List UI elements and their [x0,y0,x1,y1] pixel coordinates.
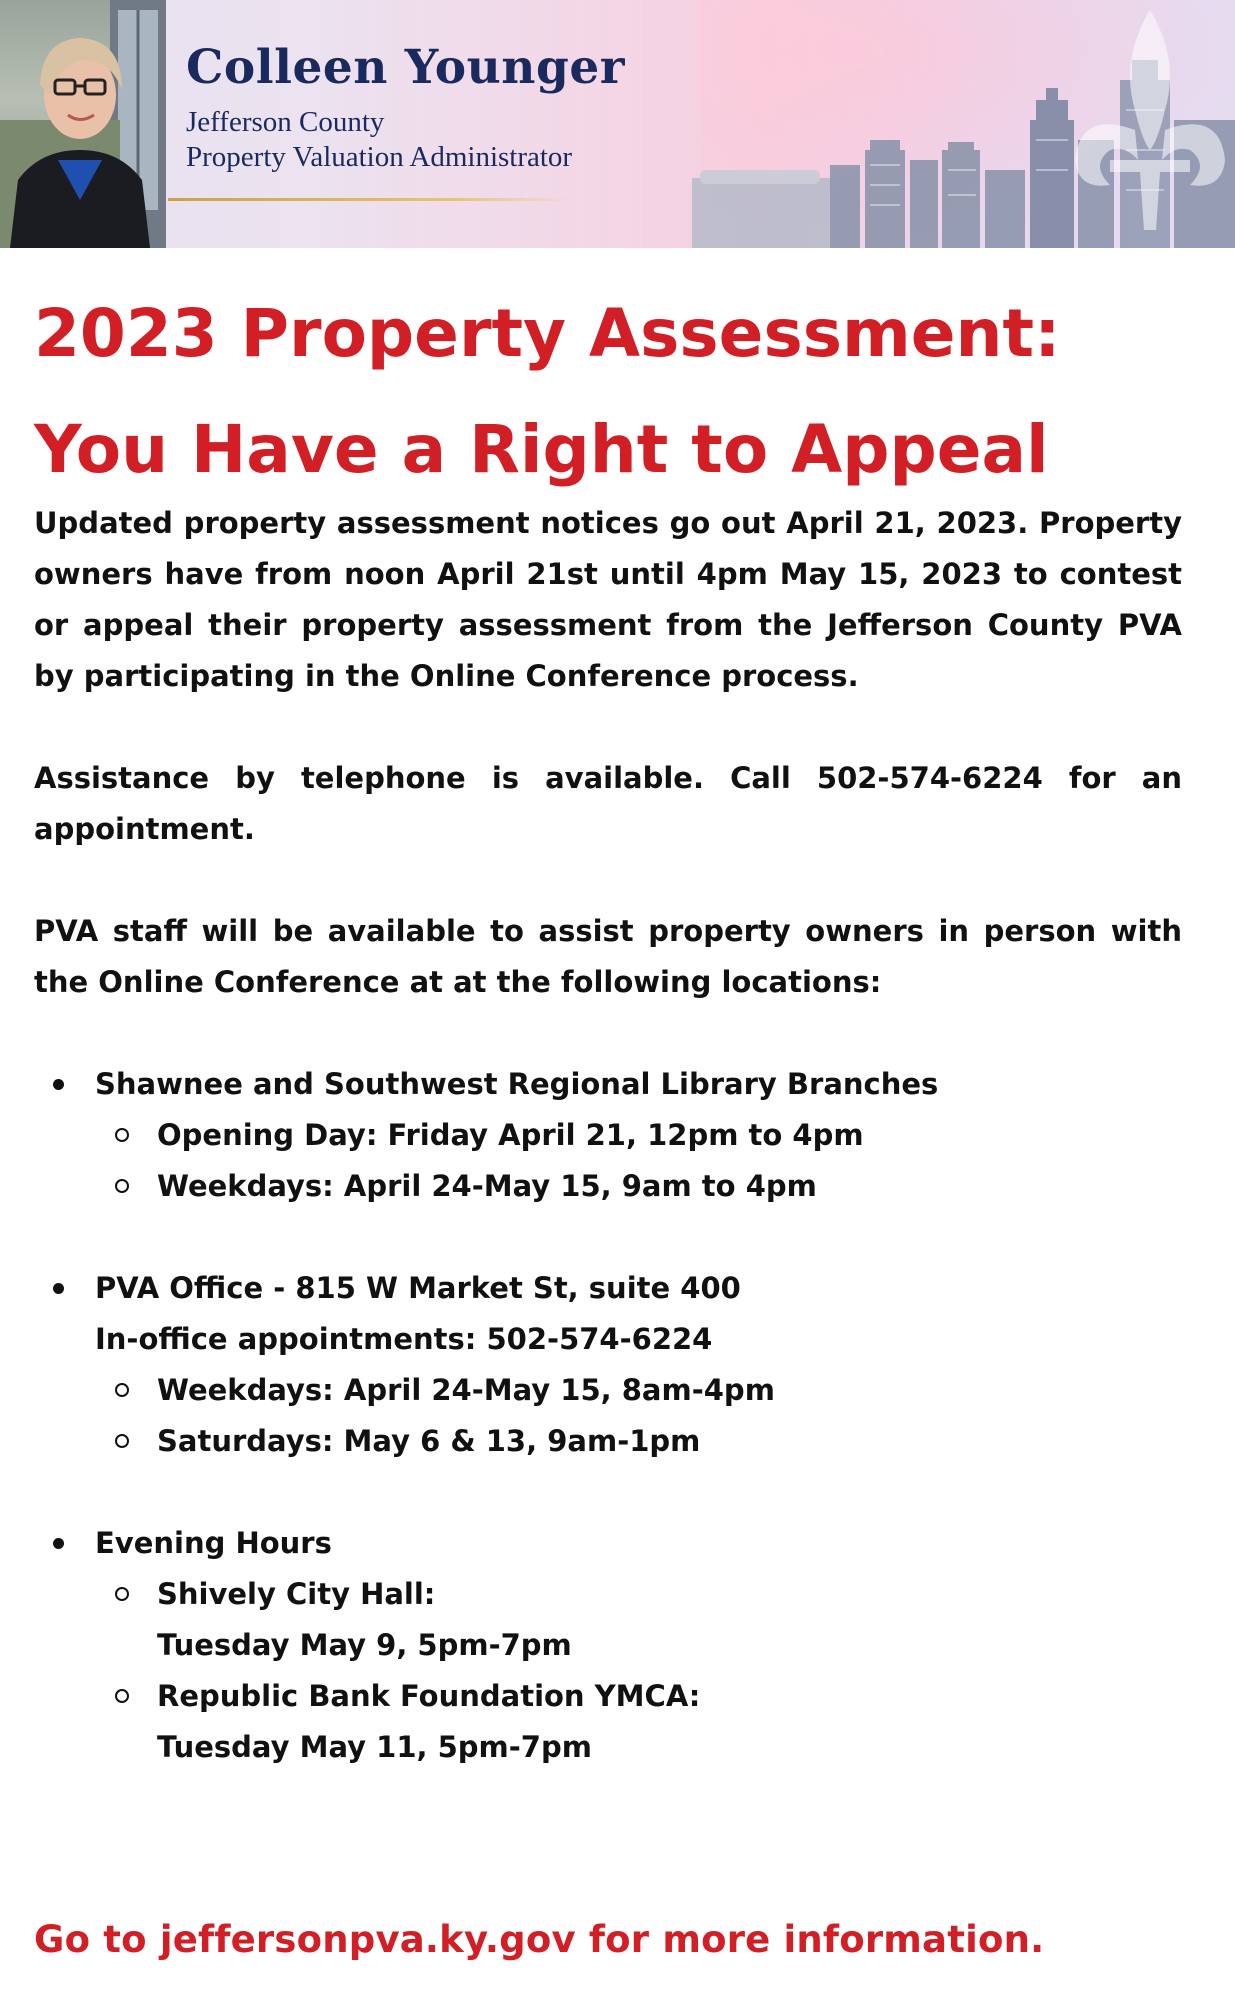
locations-list [34,1059,1182,1773]
website-footer: Go to jeffersonpva.ky.gov for more information. [34,1918,1045,1961]
location-title: PVA Office - 815 W Market St, suite 400 [95,1271,741,1305]
office-title: Property Valuation Administrator [186,141,573,174]
notice-body [34,498,1182,1773]
spacer [34,1467,1182,1518]
page-title [34,276,1204,508]
location-item-library [34,1059,1182,1212]
spacer [34,855,1182,906]
spacer [34,1008,1182,1059]
location-title: Evening Hours [95,1526,332,1560]
county-name: Jefferson County [186,106,385,138]
title-line-1: 2023 Property Assessment: [34,295,1061,372]
location-item-evening-hours [34,1518,1182,1773]
spacer [34,702,1182,753]
location-item-pva-office [34,1263,1182,1467]
header-banner [0,0,1235,248]
schedule-list [95,1110,1182,1212]
in-person-paragraph: PVA staff will be available to assist property owners in person with the Online Conference at at the following locations: [34,914,1182,999]
administrator-name: Colleen Younger [186,40,625,95]
schedule-item: Republic Bank Foundation YMCA: Tuesday May 11, 5pm-7pm [95,1671,1182,1773]
title-line-2: You Have a Right to Appeal [34,411,1049,488]
header-text [186,40,625,176]
schedule-item: Saturdays: May 6 & 13, 9am-1pm [95,1416,1182,1467]
city-skyline-image [680,0,1235,248]
portrait-photo [0,0,166,248]
notice-paragraph: Updated property assessment notices go out April 21, 2023. Property owners have from noon April 21st until 4pm May 15, 2023 to contest or appeal their property assessment from the Jefferson County PVA by participating in the Online Conference process. [34,506,1182,693]
portrait-illustration [0,0,166,248]
schedule-item: Weekdays: April 24-May 15, 9am to 4pm [95,1161,1182,1212]
schedule-list [95,1569,1182,1773]
appointment-line: In-office appointments: 502-574-6224 [95,1322,713,1356]
gold-divider [168,198,573,201]
schedule-list [95,1365,1182,1467]
spacer [34,1212,1182,1263]
schedule-item: Shively City Hall: Tuesday May 9, 5pm-7pm [95,1569,1182,1671]
schedule-item: Opening Day: Friday April 21, 12pm to 4pm [95,1110,1182,1161]
phone-assistance-paragraph: Assistance by telephone is available. Call 502-574-6224 for an appointment. [34,761,1182,846]
location-title: Shawnee and Southwest Regional Library Branches [95,1067,939,1101]
schedule-item: Weekdays: April 24-May 15, 8am-4pm [95,1365,1182,1416]
